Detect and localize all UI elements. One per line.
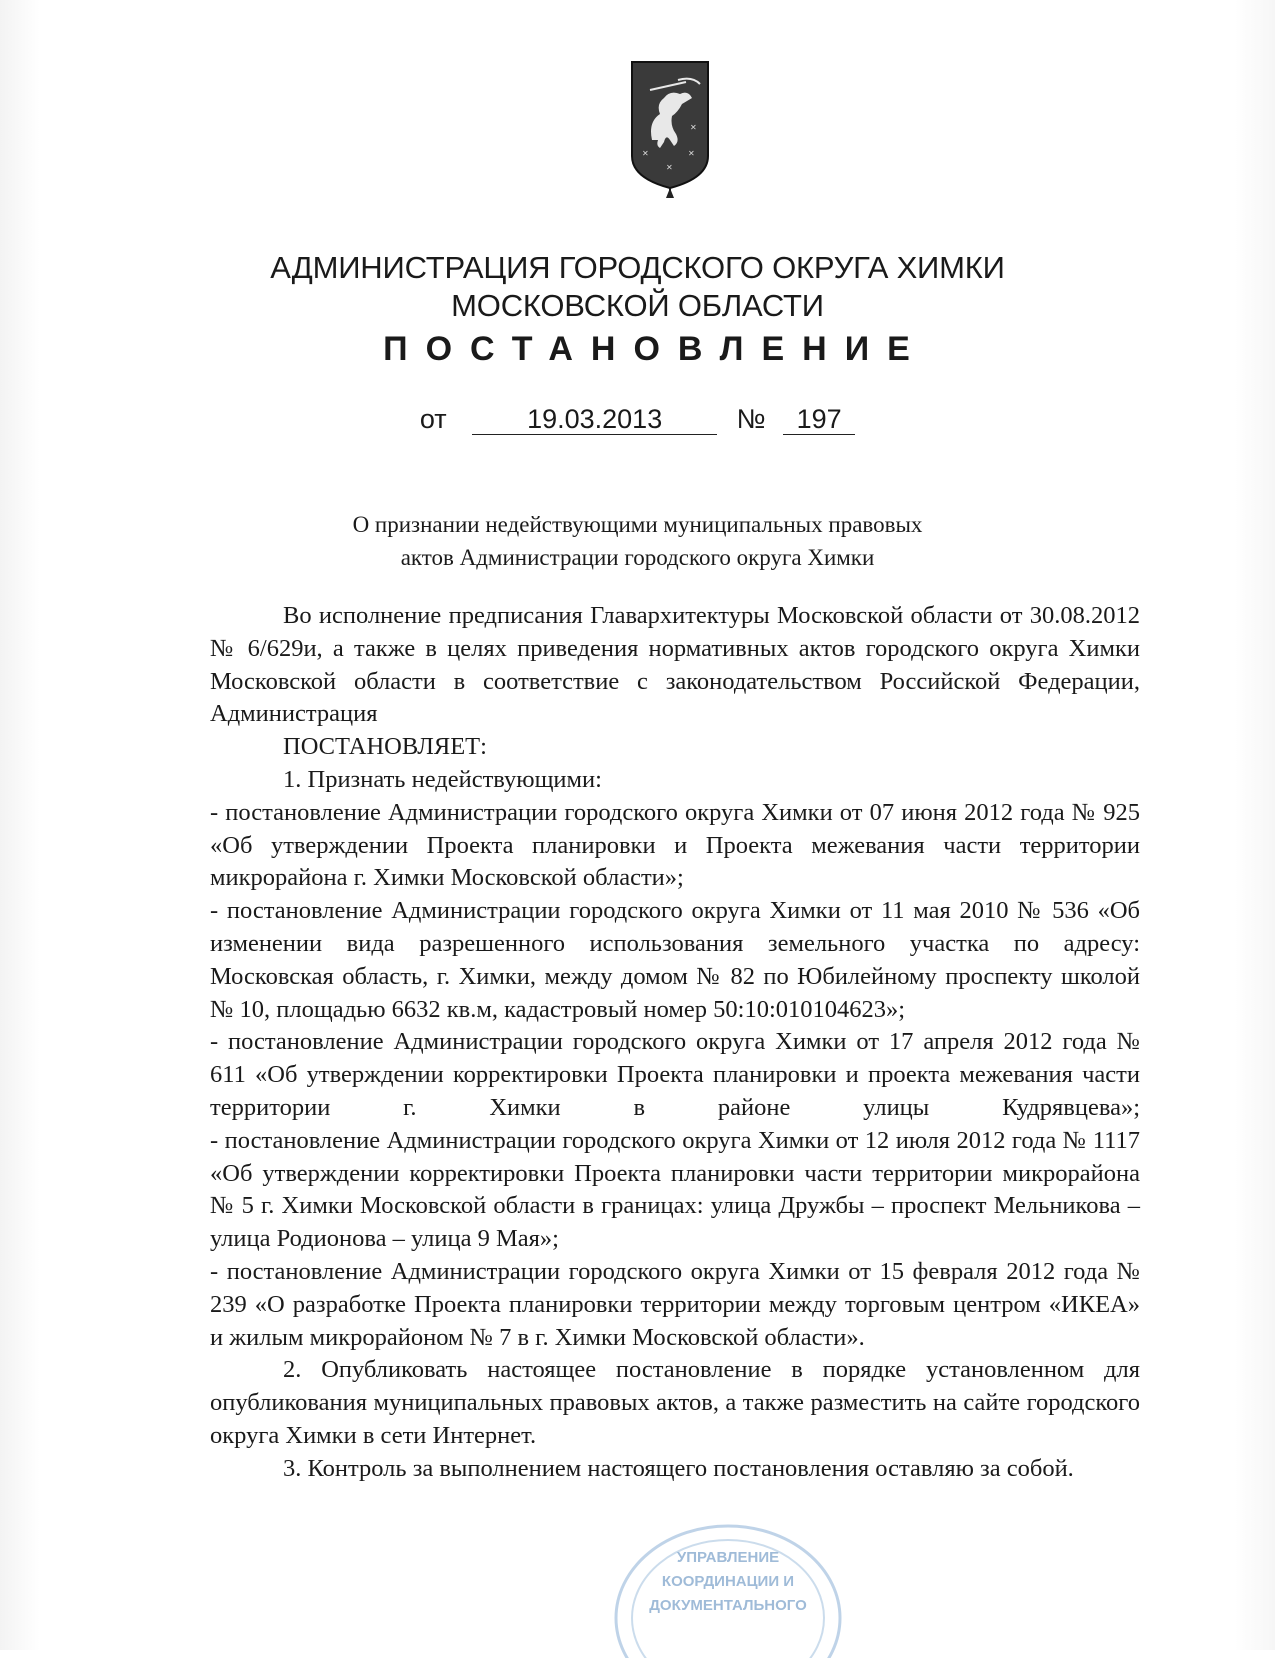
stamp-line1: УПРАВЛЕНИЕ — [676, 1549, 780, 1566]
document-number: 197 — [783, 404, 855, 435]
decree-word: ПОСТАНОВЛЯЕТ: — [283, 733, 487, 761]
number-prefix: № — [736, 404, 766, 434]
stamp-line2: КООРДИНАЦИИ И — [661, 1573, 795, 1590]
preamble-paragraph: Во исполнение предписания Главархитектуры Московской области от 30.08.2012 № 6/629и, а также в целях приведения нормативных актов городского округа Химки Московской области в соответствие с законодательством Российской Федерации, Администрация — [210, 602, 1140, 728]
organization-name-line2: МОСКОВСКОЙ ОБЛАСТИ — [451, 288, 824, 323]
svg-text:✕: ✕ — [690, 123, 697, 132]
list-item: - постановление Администрации городского округа Химки от 15 февраля 2012 года № 239 «О разработке Проекта планировки территории между торговым центром «ИКЕА» и жилым микрорайоном № 7 в г. Химки Московской области». — [210, 1257, 1140, 1351]
list-item: - постановление Администрации городского округа Химки от 17 апреля 2012 года № 611 «Об утверждении корректировки Проекта планировки и проекта межевания части территории г. Химки в районе улицы Кудрявцева»; — [210, 1028, 1140, 1121]
item1-title: 1. Признать недействующими: — [283, 765, 602, 793]
stamp-line3: ДОКУМЕНТАЛЬНОГО — [649, 1597, 807, 1614]
document-type-title: ПОСТАНОВЛЕНИЕ — [383, 330, 928, 368]
list-item: - постановление Администрации городского округа Химки от 07 июня 2012 года № 925 «Об утверждении Проекта планировки и Проекта межевания части территории микрорайона г. Химки Московской области»; — [210, 798, 1140, 892]
subject-line2: актов Администрации городского округа Химки — [400, 545, 875, 570]
list-item: - постановление Администрации городского округа Химки от 12 июля 2012 года № 1117 «Об утверждении корректировки Проекта планировки части территории микрорайона № 5 г. Химки Московской области в границах: улица Дружбы – проспект Мельникова – улица Родионова – улица 9 Мая»; — [210, 1126, 1140, 1253]
list-item: - постановление Администрации городского округа Химки от 11 мая 2010 № 536 «Об изменении вида разрешенного использования земельного участка по адресу: Московская область, г. Химки, между домом № 82 по Юбилейному проспекту школой № 10, площадью 6632 кв.м, кадастровый номер 50:10:010104623»; — [210, 897, 1140, 1023]
date-prefix: от — [419, 404, 447, 434]
subject-line1: О признании недействующими муниципальных правовых — [352, 512, 923, 537]
svg-text:✕: ✕ — [666, 163, 673, 172]
document-subject — [0, 508, 1275, 574]
coat-of-arms-icon — [630, 60, 710, 200]
item2-paragraph: 2. Опубликовать настоящее постановление в порядке установленном для опубликования муниципальных правовых актов, а также разместить на сайте городского округа Химки в сети Интернет. — [210, 1356, 1140, 1449]
document-date-number-row — [0, 404, 1275, 435]
svg-text:✕: ✕ — [688, 149, 695, 158]
document-date: 19.03.2013 — [472, 404, 717, 435]
item3-paragraph: 3. Контроль за выполнением настоящего постановления оставляю за собой. — [283, 1454, 1074, 1482]
svg-text:✕: ✕ — [642, 149, 649, 158]
organization-name-line1: АДМИНИСТРАЦИЯ ГОРОДСКОГО ОКРУГА ХИМКИ — [270, 250, 1005, 285]
official-stamp — [608, 1518, 848, 1658]
document-body — [210, 600, 1140, 1486]
